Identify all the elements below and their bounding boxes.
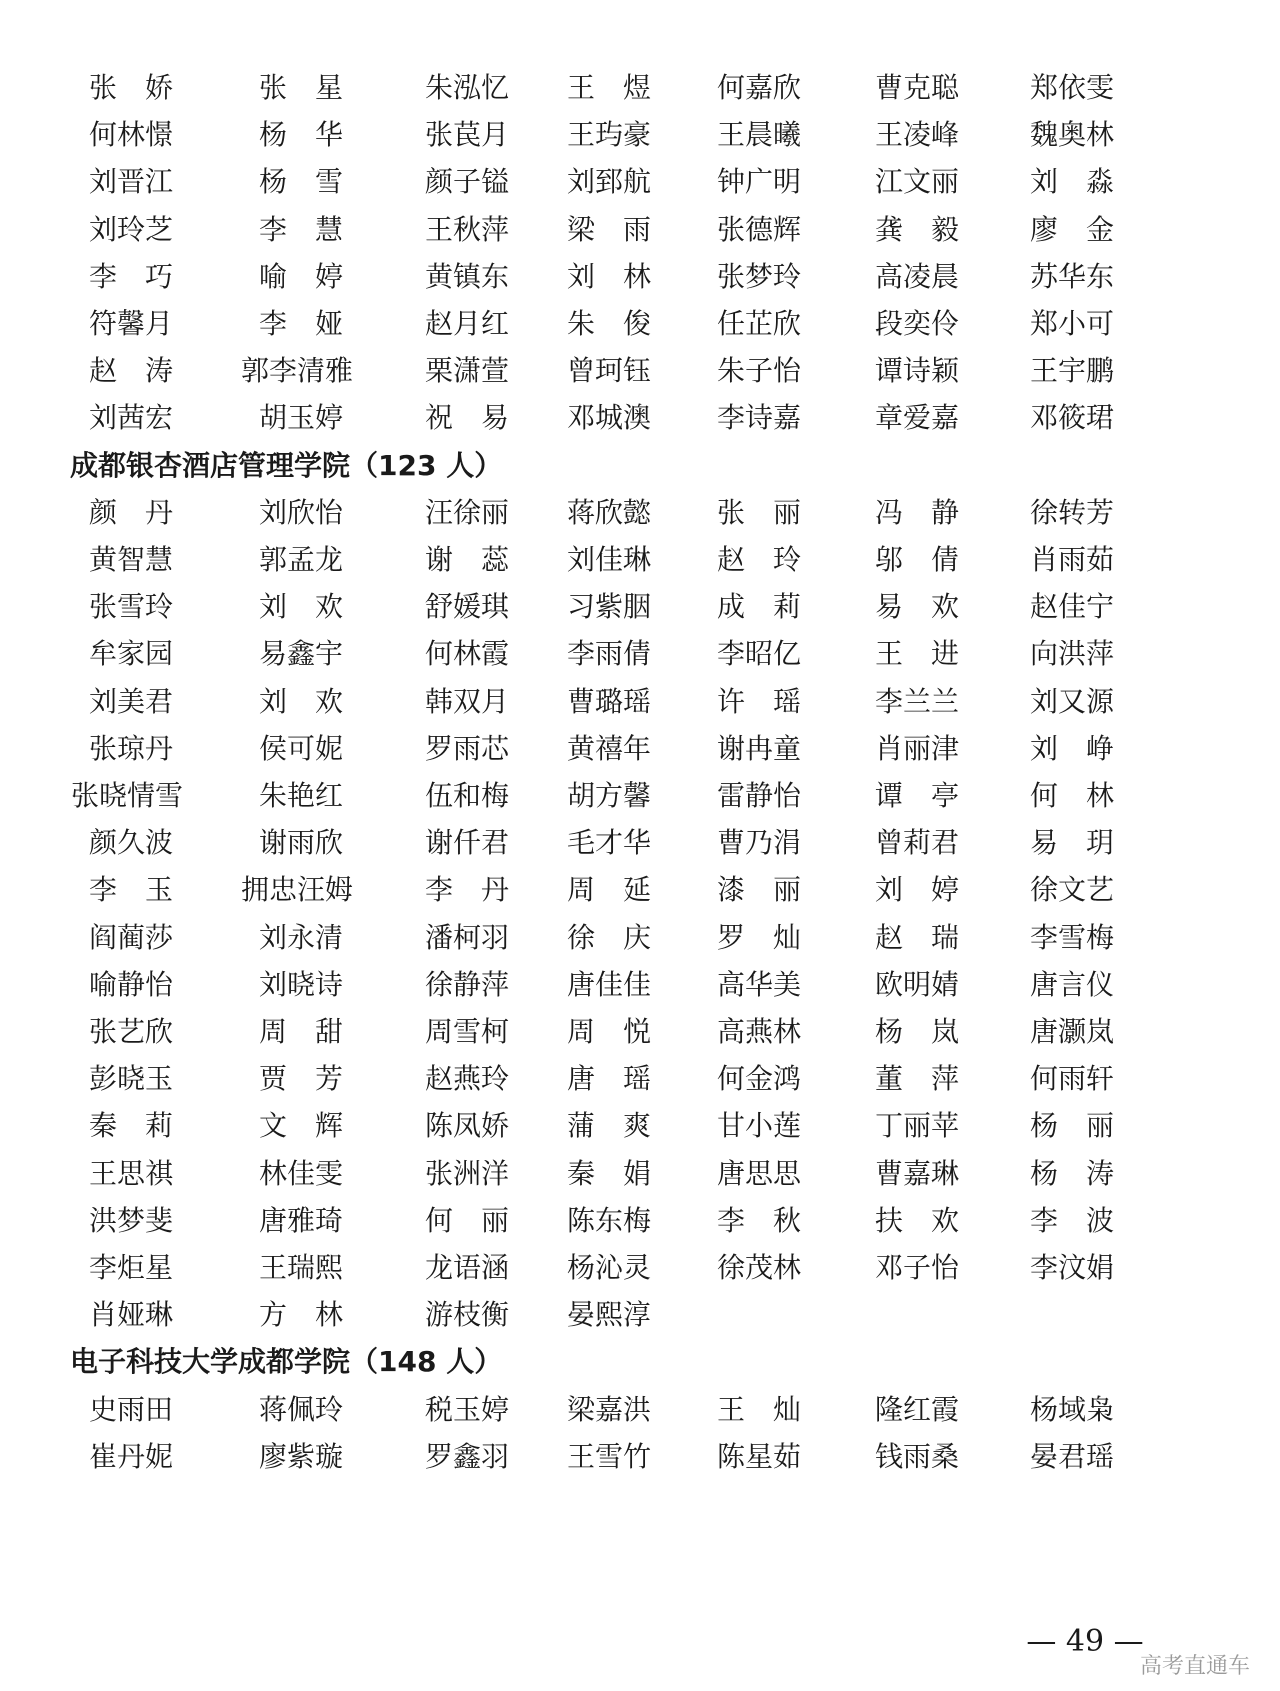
- student-name: 赵 玲: [717, 543, 802, 576]
- student-name: 游枝衡: [425, 1298, 510, 1331]
- student-name: 陈凤娇: [425, 1109, 510, 1142]
- student-name: 秦 莉: [89, 1109, 174, 1142]
- student-name: 陈东梅: [567, 1204, 652, 1237]
- student-name: 董 萍: [875, 1062, 960, 1095]
- student-name: 曹嘉琳: [875, 1157, 960, 1190]
- student-name: 唐思思: [717, 1157, 802, 1190]
- student-name: 刘又源: [1030, 685, 1115, 718]
- name-row: [0, 774, 1280, 818]
- student-name: 习紫胭: [567, 590, 652, 623]
- student-name: 罗 灿: [717, 921, 802, 954]
- student-name: 张晓情雪: [71, 779, 184, 812]
- student-name: 易 欢: [875, 590, 960, 623]
- student-name: 廖紫璇: [259, 1440, 344, 1473]
- student-name: 王凌峰: [875, 118, 960, 151]
- student-name: 谢仟君: [425, 826, 510, 859]
- name-row: [0, 349, 1280, 393]
- student-name: 向洪萍: [1030, 637, 1115, 670]
- name-row: [0, 1199, 1280, 1243]
- name-row: [0, 396, 1280, 440]
- student-name: 甘小莲: [717, 1109, 802, 1142]
- student-name: 唐言仪: [1030, 968, 1115, 1001]
- student-name: 徐茂林: [717, 1251, 802, 1284]
- student-name: 唐 瑶: [567, 1062, 652, 1095]
- student-name: 刘 欢: [259, 590, 344, 623]
- name-row: [0, 208, 1280, 252]
- student-name: 刘 淼: [1030, 165, 1115, 198]
- student-name: 刘 婷: [875, 873, 960, 906]
- student-name: 彭晓玉: [89, 1062, 174, 1095]
- student-name: 谢冉童: [717, 732, 802, 765]
- student-name: 阎蔺莎: [89, 921, 174, 954]
- student-name: 杨 丽: [1030, 1109, 1115, 1142]
- student-name: 喻静怡: [89, 968, 174, 1001]
- student-name: 晏君瑶: [1030, 1440, 1115, 1473]
- student-name: 李炬星: [89, 1251, 174, 1284]
- name-row: [0, 160, 1280, 204]
- name-row: [0, 1057, 1280, 1101]
- student-name: 高燕林: [717, 1015, 802, 1048]
- student-name: 漆 丽: [717, 873, 802, 906]
- student-name: 刘美君: [89, 685, 174, 718]
- student-name: 王秋萍: [425, 213, 510, 246]
- student-name: 符馨月: [89, 307, 174, 340]
- student-name: 朱子怡: [717, 354, 802, 387]
- student-name: 王 进: [875, 637, 960, 670]
- student-name: 李 波: [1030, 1204, 1115, 1237]
- student-name: 何林憬: [89, 118, 174, 151]
- student-name: 李汶娟: [1030, 1251, 1115, 1284]
- student-name: 蒋欣懿: [567, 496, 652, 529]
- name-row: [0, 491, 1280, 535]
- student-name: 曾莉君: [875, 826, 960, 859]
- student-name: 崔丹妮: [89, 1440, 174, 1473]
- student-name: 李 秋: [717, 1204, 802, 1237]
- student-name: 王 灿: [717, 1393, 802, 1426]
- student-name: 刘晓诗: [259, 968, 344, 1001]
- student-name: 李兰兰: [875, 685, 960, 718]
- student-name: 欧明婧: [875, 968, 960, 1001]
- student-name: 刘佳琳: [567, 543, 652, 576]
- student-name: 梁嘉洪: [567, 1393, 652, 1426]
- name-row: [0, 302, 1280, 346]
- student-name: 王晨曦: [717, 118, 802, 151]
- student-name: 赵佳宁: [1030, 590, 1115, 623]
- student-name: 肖娅琳: [89, 1298, 174, 1331]
- student-name: 隆红霞: [875, 1393, 960, 1426]
- name-row: [0, 538, 1280, 582]
- name-row: [0, 916, 1280, 960]
- student-name: 成 莉: [717, 590, 802, 623]
- student-name: 张雪玲: [89, 590, 174, 623]
- name-row: [0, 632, 1280, 676]
- student-name: 李诗嘉: [717, 401, 802, 434]
- student-name: 高华美: [717, 968, 802, 1001]
- student-name: 黄镇东: [425, 260, 510, 293]
- student-name: 苏华东: [1030, 260, 1115, 293]
- student-name: 龚 毅: [875, 213, 960, 246]
- student-name: 陈星茹: [717, 1440, 802, 1473]
- student-name: 李昭亿: [717, 637, 802, 670]
- student-name: 晏熙淳: [567, 1298, 652, 1331]
- student-name: 周雪柯: [425, 1015, 510, 1048]
- student-name: 邓城澳: [567, 401, 652, 434]
- student-name: 李雨倩: [567, 637, 652, 670]
- student-name: 易鑫宇: [259, 637, 344, 670]
- student-name: 许 瑶: [717, 685, 802, 718]
- student-name: 王思祺: [89, 1157, 174, 1190]
- student-name: 潘柯羽: [425, 921, 510, 954]
- student-name: 赵 涛: [89, 354, 174, 387]
- student-name: 栗潇萱: [425, 354, 510, 387]
- student-name: 刘 欢: [259, 685, 344, 718]
- student-name: 肖雨茹: [1030, 543, 1115, 576]
- student-name: 徐文艺: [1030, 873, 1115, 906]
- name-row: [0, 1152, 1280, 1196]
- student-name: 税玉婷: [425, 1393, 510, 1426]
- name-row: [0, 1388, 1280, 1432]
- name-row: [0, 680, 1280, 724]
- page-number: — 49 —: [1026, 1624, 1144, 1659]
- student-name: 丁丽苹: [875, 1109, 960, 1142]
- student-name: 邬 倩: [875, 543, 960, 576]
- student-name: 林佳雯: [259, 1157, 344, 1190]
- student-name: 黄禧年: [567, 732, 652, 765]
- student-name: 祝 易: [425, 401, 510, 434]
- student-name: 蒲 爽: [567, 1109, 652, 1142]
- student-name: 王雪竹: [567, 1440, 652, 1473]
- student-name: 王玙豪: [567, 118, 652, 151]
- student-name: 刘玲芝: [89, 213, 174, 246]
- student-name: 李 巧: [89, 260, 174, 293]
- name-row: [0, 727, 1280, 771]
- student-name: 杨 雪: [259, 165, 344, 198]
- student-name: 朱 俊: [567, 307, 652, 340]
- student-name: 钱雨桑: [875, 1440, 960, 1473]
- student-name: 何金鸿: [717, 1062, 802, 1095]
- student-name: 李 慧: [259, 213, 344, 246]
- student-name: 颜 丹: [89, 496, 174, 529]
- student-name: 唐灏岚: [1030, 1015, 1115, 1048]
- student-name: 杨 涛: [1030, 1157, 1115, 1190]
- student-name: 唐佳佳: [567, 968, 652, 1001]
- student-name: 王宇鹏: [1030, 354, 1115, 387]
- student-name: 李 娅: [259, 307, 344, 340]
- student-name: 唐雅琦: [259, 1204, 344, 1237]
- student-name: 杨沁灵: [567, 1251, 652, 1284]
- student-name: 何嘉欣: [717, 71, 802, 104]
- name-row: [0, 868, 1280, 912]
- student-name: 张 星: [259, 71, 344, 104]
- student-name: 朱泓忆: [425, 71, 510, 104]
- student-name: 徐静萍: [425, 968, 510, 1001]
- name-row: [0, 1010, 1280, 1054]
- student-name: 侯可妮: [259, 732, 344, 765]
- student-name: 何林霞: [425, 637, 510, 670]
- student-name: 谢 蕊: [425, 543, 510, 576]
- student-name: 张梦玲: [717, 260, 802, 293]
- student-name: 史雨田: [89, 1393, 174, 1426]
- student-name: 谭 亭: [875, 779, 960, 812]
- student-name: 江文丽: [875, 165, 960, 198]
- student-name: 秦 娟: [567, 1157, 652, 1190]
- student-name: 方 林: [259, 1298, 344, 1331]
- student-name: 汪徐丽: [425, 496, 510, 529]
- name-row: [0, 585, 1280, 629]
- name-row: [0, 66, 1280, 110]
- name-row: [0, 1104, 1280, 1148]
- section-heading: 成都银杏酒店管理学院（123 人）: [70, 449, 503, 482]
- student-name: 刘 林: [567, 260, 652, 293]
- student-name: 张洲洋: [425, 1157, 510, 1190]
- student-name: 龙语涵: [425, 1251, 510, 1284]
- student-name: 赵月红: [425, 307, 510, 340]
- student-name: 赵 瑞: [875, 921, 960, 954]
- student-name: 刘 峥: [1030, 732, 1115, 765]
- student-name: 曹乃涓: [717, 826, 802, 859]
- name-row: [0, 113, 1280, 157]
- student-name: 王 煜: [567, 71, 652, 104]
- student-name: 周 延: [567, 873, 652, 906]
- student-name: 喻 婷: [259, 260, 344, 293]
- student-name: 章爱嘉: [875, 401, 960, 434]
- student-name: 杨 华: [259, 118, 344, 151]
- student-name: 杨 岚: [875, 1015, 960, 1048]
- student-name: 李雪梅: [1030, 921, 1115, 954]
- student-name: 刘欣怡: [259, 496, 344, 529]
- student-name: 任芷欣: [717, 307, 802, 340]
- student-name: 谢雨欣: [259, 826, 344, 859]
- student-name: 徐 庆: [567, 921, 652, 954]
- student-name: 文 辉: [259, 1109, 344, 1142]
- student-name: 张 丽: [717, 496, 802, 529]
- student-name: 易 玥: [1030, 826, 1115, 859]
- watermark-text: 高考直通车: [1139, 1654, 1250, 1679]
- student-name: 廖 金: [1030, 213, 1115, 246]
- student-name: 罗雨芯: [425, 732, 510, 765]
- student-name: 钟广明: [717, 165, 802, 198]
- student-name: 伍和梅: [425, 779, 510, 812]
- student-name: 扶 欢: [875, 1204, 960, 1237]
- student-name: 张德辉: [717, 213, 802, 246]
- student-name: 贾 芳: [259, 1062, 344, 1095]
- student-name: 刘郅航: [567, 165, 652, 198]
- student-name: 李 玉: [89, 873, 174, 906]
- student-name: 周 悦: [567, 1015, 652, 1048]
- student-name: 段奕伶: [875, 307, 960, 340]
- student-name: 颜久波: [89, 826, 174, 859]
- student-name: 赵燕玲: [425, 1062, 510, 1095]
- name-row: [0, 255, 1280, 299]
- student-name: 拥忠汪姆: [241, 873, 354, 906]
- student-name: 郭孟龙: [259, 543, 344, 576]
- student-name: 张琼丹: [89, 732, 174, 765]
- student-name: 毛才华: [567, 826, 652, 859]
- student-name: 杨域枭: [1030, 1393, 1115, 1426]
- student-name: 邓子怡: [875, 1251, 960, 1284]
- student-name: 高凌晨: [875, 260, 960, 293]
- student-name: 谭诗颖: [875, 354, 960, 387]
- student-name: 洪梦斐: [89, 1204, 174, 1237]
- name-row: [0, 1246, 1280, 1290]
- student-name: 冯 静: [875, 496, 960, 529]
- student-name: 刘永清: [259, 921, 344, 954]
- student-name: 朱艳红: [259, 779, 344, 812]
- student-name: 郑依雯: [1030, 71, 1115, 104]
- student-name: 王瑞熙: [259, 1251, 344, 1284]
- student-name: 刘茜宏: [89, 401, 174, 434]
- student-name: 曹克聪: [875, 71, 960, 104]
- student-name: 郭李清雅: [241, 354, 354, 387]
- student-name: 李 丹: [425, 873, 510, 906]
- student-name: 韩双月: [425, 685, 510, 718]
- name-row: [0, 1293, 1280, 1337]
- student-name: 胡方馨: [567, 779, 652, 812]
- student-name: 徐转芳: [1030, 496, 1115, 529]
- student-name: 颜子镒: [425, 165, 510, 198]
- name-row: [0, 1435, 1280, 1479]
- student-name: 曾珂钰: [567, 354, 652, 387]
- student-name: 何雨轩: [1030, 1062, 1115, 1095]
- student-name: 肖丽津: [875, 732, 960, 765]
- student-name: 张艺欣: [89, 1015, 174, 1048]
- student-name: 胡玉婷: [259, 401, 344, 434]
- student-name: 蒋佩玲: [259, 1393, 344, 1426]
- student-name: 邓筱珺: [1030, 401, 1115, 434]
- name-row: [0, 821, 1280, 865]
- student-name: 曹璐瑶: [567, 685, 652, 718]
- student-name: 魏奥林: [1030, 118, 1115, 151]
- student-name: 刘晋江: [89, 165, 174, 198]
- student-name: 张 娇: [89, 71, 174, 104]
- student-name: 舒媛琪: [425, 590, 510, 623]
- student-name: 张苠月: [425, 118, 510, 151]
- student-name: 何 林: [1030, 779, 1115, 812]
- student-name: 何 丽: [425, 1204, 510, 1237]
- section-heading: 电子科技大学成都学院（148 人）: [70, 1345, 503, 1378]
- student-name: 黄智慧: [89, 543, 174, 576]
- student-name: 牟家园: [89, 637, 174, 670]
- name-row: [0, 963, 1280, 1007]
- student-name: 梁 雨: [567, 213, 652, 246]
- student-name: 雷静怡: [717, 779, 802, 812]
- student-name: 罗鑫羽: [425, 1440, 510, 1473]
- student-name: 周 甜: [259, 1015, 344, 1048]
- student-name: 郑小可: [1030, 307, 1115, 340]
